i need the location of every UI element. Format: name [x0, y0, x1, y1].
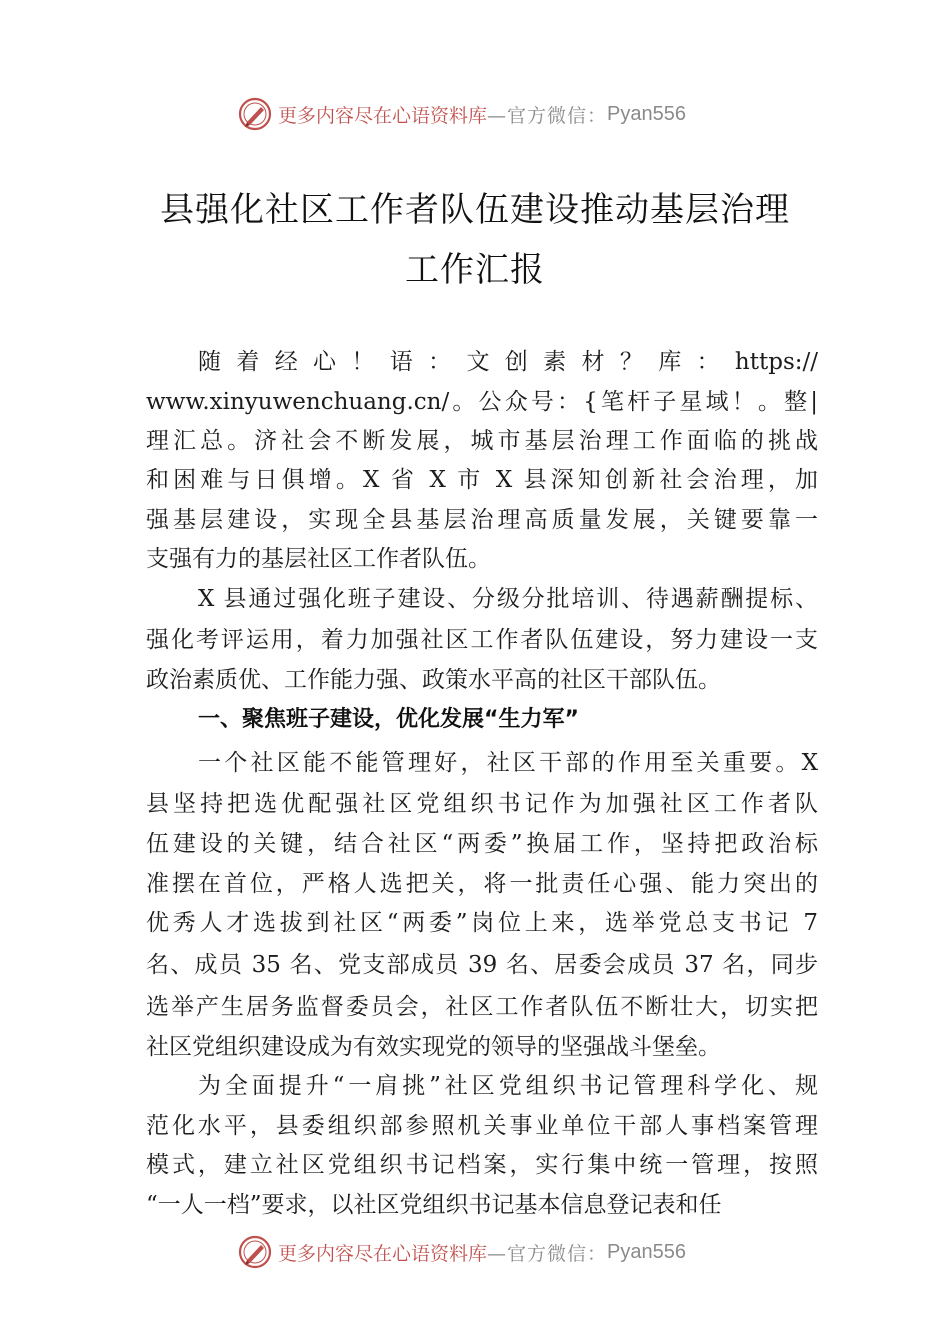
- body-line: 强化考评运用，着力加强社区工作者队伍建设，努力建设一支: [146, 627, 818, 653]
- body-line: 和困难与日俱增。X 省 X 市 X 县深知创新社会治理，加: [146, 467, 818, 493]
- document-title-line2: 工作汇报: [405, 250, 545, 290]
- body-line: “一人一档”要求，以社区党组织书记基本信息登记表和任: [146, 1192, 722, 1218]
- body-line: 模式，建立社区党组织书记档案，实行集中统一管理，按照: [146, 1152, 818, 1178]
- watermark-wechat-id: Pyan556: [607, 102, 686, 125]
- body-line: 伍建设的关键，结合社区“两委”换届工作，坚持把政治标: [146, 831, 818, 857]
- body-line: X 县通过强化班子建设、分级分批培训、待遇薪酬提标、: [198, 586, 818, 612]
- body-line: 政治素质优、工作能力强、政策水平高的社区干部队伍。: [146, 667, 721, 693]
- pen-logo-icon: [238, 1235, 272, 1269]
- watermark-red-text: 更多内容尽在心语资料库: [278, 104, 488, 127]
- body-line: 选举产生居务监督委员会，社区工作者队伍不断壮大，切实把: [146, 994, 818, 1020]
- watermark-header: [238, 94, 738, 134]
- body-line: 县坚持把选优配强社区党组织书记作为加强社区工作者队: [146, 791, 818, 817]
- watermark-gray-text: —官方微信：: [487, 1242, 608, 1265]
- body-line: 随 着 经 心 ！ 语 ： 文 创 素 材 ？ 库 ： https://: [198, 349, 818, 375]
- body-line: 范化水平，县委组织部参照机关事业单位干部人事档案管理: [146, 1113, 818, 1139]
- body-line: 为全面提升“一肩挑”社区党组织书记管理科学化、规: [198, 1073, 818, 1099]
- watermark-red-text: 更多内容尽在心语资料库: [278, 1242, 488, 1265]
- body-line: 支强有力的基层社区工作者队伍。: [146, 546, 491, 572]
- document-title-line1: 县强化社区工作者队伍建设推动基层治理: [160, 190, 790, 230]
- body-line: 社区党组织建设成为有效实现党的领导的坚强战斗堡垒。: [146, 1034, 721, 1060]
- body-line: 理汇总。济社会不断发展，城市基层治理工作面临的挑战: [146, 428, 818, 454]
- body-line: www.xinyuwenchuang.cn/。公众号：{笔杆子星域！。整|: [146, 389, 818, 415]
- watermark-footer: [238, 1232, 738, 1272]
- body-line: 一个社区能不能管理好，社区干部的作用至关重要。X: [198, 750, 818, 776]
- section-heading-1: 一、聚焦班子建设，优化发展“生力军”: [198, 707, 579, 732]
- watermark-gray-text: —官方微信：: [487, 104, 608, 127]
- body-line: 名、成员 35 名、党支部成员 39 名、居委会成员 37 名，同步: [146, 952, 818, 978]
- body-line: 优秀人才选拔到社区“两委”岗位上来，选举党总支书记 7: [146, 910, 818, 936]
- pen-logo-icon: [238, 97, 272, 131]
- body-line: 准摆在首位，严格人选把关，将一批责任心强、能力突出的: [146, 871, 818, 897]
- watermark-wechat-id: Pyan556: [607, 1240, 686, 1263]
- body-line: 强基层建设，实现全县基层治理高质量发展，关键要靠一: [146, 507, 818, 533]
